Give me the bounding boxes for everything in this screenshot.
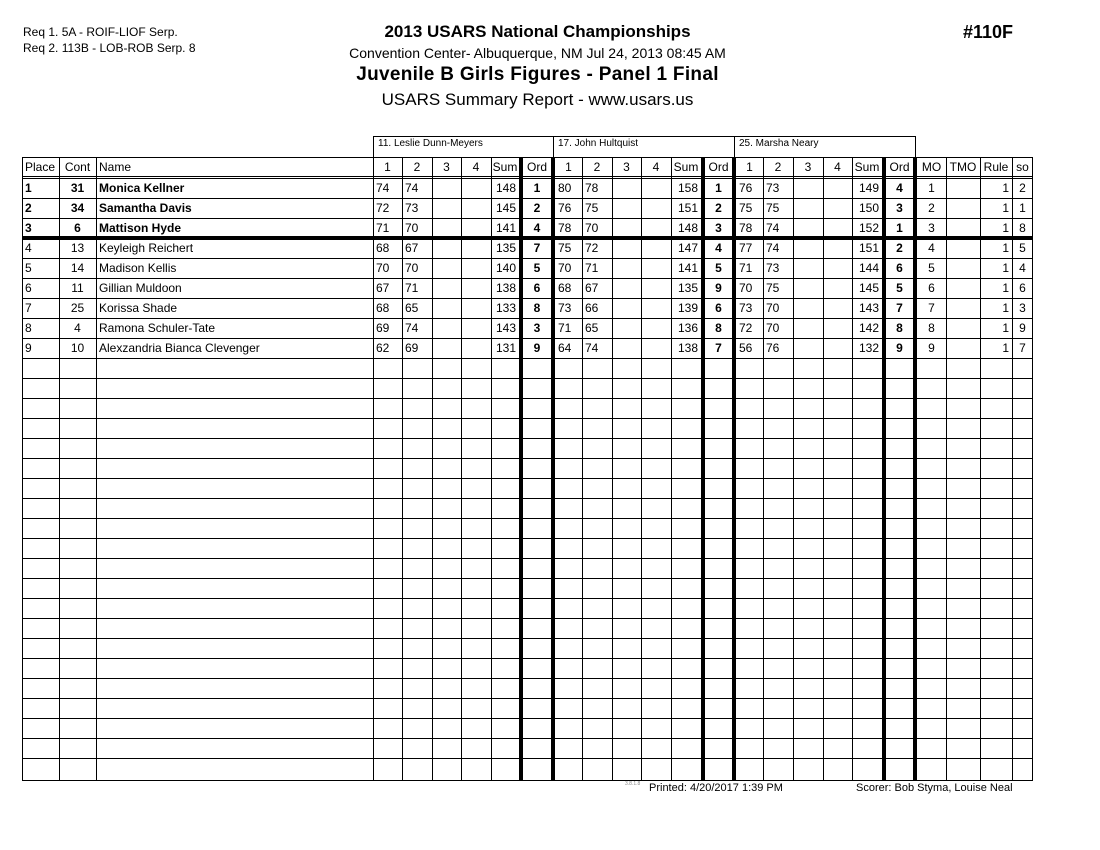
mo-cell: 1 [928, 181, 935, 195]
score-sum: 144 [858, 261, 879, 275]
column-divider [461, 157, 462, 781]
scorer-names: Scorer: Bob Styma, Louise Neal [856, 782, 1013, 794]
column-divider [641, 157, 642, 781]
col-header-cont: Cont [64, 160, 91, 174]
column-divider [823, 157, 824, 781]
row-divider [22, 438, 1033, 439]
row-divider [22, 558, 1033, 559]
skater-name: Keyleigh Reichert [99, 241, 194, 255]
place-cell: 1 [25, 181, 32, 195]
col-header-j1-s1: 1 [384, 160, 391, 174]
score-2: 71 [585, 261, 599, 275]
score-sum: 135 [677, 281, 698, 295]
col-header-j1-s4: 4 [472, 160, 480, 174]
requirement-2: Req 2. 113B - LOB-ROB Serp. 8 [23, 41, 196, 55]
score-1: 74 [376, 181, 390, 195]
rule-cell: 1 [1002, 201, 1009, 215]
score-1: 71 [739, 261, 753, 275]
rule-cell: 1 [1002, 221, 1009, 235]
ordinal: 7 [533, 241, 541, 255]
score-sum: 143 [495, 321, 516, 335]
score-2: 78 [585, 181, 599, 195]
score-2: 70 [405, 221, 419, 235]
row-divider [22, 498, 1033, 499]
ordinal: 3 [896, 201, 903, 215]
score-2: 70 [766, 321, 780, 335]
score-2: 65 [405, 301, 419, 315]
column-divider [432, 157, 433, 781]
report-subtitle: USARS Summary Report - www.usars.us [381, 90, 694, 109]
page-title: 2013 USARS National Championships [384, 22, 691, 41]
row-divider [22, 518, 1033, 519]
score-2: 73 [766, 261, 780, 275]
skater-name: Alexzandria Bianca Clevenger [99, 341, 260, 355]
ordinal: 9 [715, 281, 722, 295]
score-sum: 132 [858, 341, 879, 355]
score-sum: 141 [495, 221, 516, 235]
score-2: 75 [585, 201, 599, 215]
score-sum: 152 [858, 221, 879, 235]
score-sum: 151 [858, 241, 879, 255]
col-header-j1-ord: Ord [526, 160, 547, 174]
col-header-j2-s1: 1 [565, 160, 572, 174]
mo-cell: 2 [928, 201, 935, 215]
rule-cell: 1 [1002, 301, 1009, 315]
place-cell: 3 [25, 221, 32, 235]
score-sum: 149 [858, 181, 879, 195]
score-2: 70 [405, 261, 419, 275]
score-2: 69 [405, 341, 419, 355]
cont-cell: 34 [70, 201, 85, 215]
tmo-cell [946, 338, 980, 358]
score-2: 74 [405, 181, 419, 195]
ordinal: 5 [715, 261, 722, 275]
ordinal: 9 [896, 341, 903, 355]
mo-cell: 8 [928, 321, 935, 335]
score-2: 67 [585, 281, 599, 295]
score-1: 70 [739, 281, 753, 295]
so-cell: 3 [1019, 301, 1026, 315]
rule-cell: 1 [1002, 341, 1009, 355]
skater-name: Gillian Muldoon [99, 281, 182, 295]
row-divider [22, 398, 1033, 399]
cont-cell: 11 [71, 281, 84, 295]
place-cell: 9 [25, 341, 32, 355]
row-divider [22, 738, 1033, 739]
so-cell: 8 [1019, 221, 1026, 235]
cont-cell: 10 [70, 341, 85, 355]
score-sum: 138 [495, 281, 516, 295]
col-header-j2-sum: Sum [673, 160, 699, 174]
score-1: 67 [376, 281, 390, 295]
score-2: 67 [405, 241, 419, 255]
score-1: 70 [558, 261, 572, 275]
score-1: 68 [558, 281, 572, 295]
col-header-j2-s3: 3 [623, 160, 630, 174]
score-1: 62 [376, 341, 390, 355]
col-header-name: Name [99, 160, 132, 174]
column-divider [793, 157, 794, 781]
score-2: 73 [766, 181, 780, 195]
cont-cell: 25 [70, 301, 85, 315]
ordinal: 4 [715, 241, 722, 255]
row-divider [22, 658, 1033, 659]
ordinal: 3 [533, 321, 541, 335]
printed-timestamp: Printed: 4/20/2017 1:39 PM [649, 782, 783, 794]
score-1: 73 [558, 301, 572, 315]
score-2: 74 [585, 341, 599, 355]
col-header-mo: MO [921, 160, 942, 174]
score-2: 70 [585, 221, 599, 235]
rule-cell: 1 [1002, 261, 1009, 275]
score-1: 78 [558, 221, 572, 235]
tmo-cell [946, 238, 980, 258]
requirement-1: Req 1. 5A - ROIF-LIOF Serp. [23, 25, 178, 39]
ordinal: 1 [533, 181, 541, 195]
score-2: 75 [766, 201, 780, 215]
score-1: 69 [376, 321, 390, 335]
score-2: 74 [766, 241, 780, 255]
so-cell: 1 [1019, 201, 1026, 215]
row-divider [22, 698, 1033, 699]
score-2: 66 [585, 301, 599, 315]
score-sum: 139 [677, 301, 698, 315]
col-header-j2-ord: Ord [708, 160, 729, 174]
tmo-cell [946, 198, 980, 218]
score-2: 71 [405, 281, 419, 295]
ordinal: 7 [715, 341, 722, 355]
col-header-j3-s1: 1 [746, 160, 753, 174]
score-2: 65 [585, 321, 599, 335]
mo-cell: 5 [928, 261, 935, 275]
col-header-j3-s3: 3 [804, 160, 812, 174]
score-1: 72 [376, 201, 390, 215]
score-sum: 148 [677, 221, 698, 235]
place-cell: 5 [25, 261, 32, 275]
ordinal: 4 [533, 221, 541, 235]
row-divider [22, 578, 1033, 579]
score-1: 80 [558, 181, 572, 195]
score-sum: 133 [495, 301, 516, 315]
col-header-j1-s3: 3 [443, 160, 450, 174]
ordinal: 9 [533, 341, 541, 355]
col-header-j2-s4: 4 [652, 160, 660, 174]
score-1: 76 [558, 201, 572, 215]
score-2: 75 [766, 281, 780, 295]
score-1: 72 [739, 321, 753, 335]
ordinal: 6 [896, 261, 903, 275]
ordinal: 5 [533, 261, 541, 275]
score-1: 75 [739, 201, 753, 215]
score-1: 71 [558, 321, 572, 335]
so-cell: 2 [1019, 181, 1026, 195]
score-2: 74 [405, 321, 419, 335]
score-1: 68 [376, 301, 390, 315]
mo-cell: 9 [928, 341, 935, 355]
score-sum: 135 [495, 241, 516, 255]
score-sum: 140 [495, 261, 516, 275]
score-1: 56 [739, 341, 753, 355]
row-divider [22, 458, 1033, 459]
col-header-tmo: TMO [949, 160, 977, 174]
score-1: 76 [739, 181, 753, 195]
row-divider [22, 678, 1033, 679]
score-1: 64 [558, 341, 572, 355]
score-sum: 142 [858, 321, 879, 335]
score-sum: 136 [677, 321, 698, 335]
row-divider [22, 538, 1033, 539]
cont-cell: 6 [74, 221, 81, 235]
col-header-j3-ord: Ord [889, 160, 910, 174]
row-divider [22, 718, 1033, 719]
row-divider [22, 418, 1033, 419]
rule-cell: 1 [1002, 321, 1009, 335]
row-divider [22, 378, 1033, 379]
score-1: 71 [376, 221, 390, 235]
ordinal: 8 [533, 301, 541, 315]
score-2: 70 [766, 301, 780, 315]
mo-cell: 7 [928, 301, 935, 315]
venue-datetime: Convention Center- Albuquerque, NM Jul 24, 2013 08:45 AM [349, 45, 726, 61]
score-1: 70 [376, 261, 390, 275]
col-header-rule: Rule [983, 160, 1009, 174]
score-sum: 147 [677, 241, 698, 255]
skater-name: Samantha Davis [99, 201, 192, 215]
cont-cell: 4 [74, 321, 81, 335]
score-sum: 145 [495, 201, 516, 215]
col-header-j1-sum: Sum [492, 160, 518, 174]
judge-header-1: 11. Leslie Dunn-Meyers [373, 136, 554, 157]
col-header-j3-s4: 4 [834, 160, 841, 174]
ordinal: 1 [715, 181, 722, 195]
event-number: #110F [963, 22, 1014, 42]
score-1: 73 [739, 301, 753, 315]
ordinal: 6 [533, 281, 541, 295]
score-sum: 131 [495, 341, 516, 355]
ordinal: 3 [715, 221, 722, 235]
ordinal: 2 [896, 241, 903, 255]
ordinal: 1 [896, 221, 903, 235]
score-sum: 143 [858, 301, 879, 315]
place-cell: 6 [25, 281, 32, 295]
score-2: 76 [766, 341, 780, 355]
ordinal: 5 [896, 281, 903, 295]
so-cell: 7 [1019, 341, 1026, 355]
ordinal: 2 [533, 201, 541, 215]
ordinal: 8 [896, 321, 903, 335]
score-sum: 148 [495, 181, 516, 195]
tmo-cell [946, 318, 980, 338]
tmo-cell [946, 178, 980, 198]
place-cell: 8 [25, 321, 32, 335]
place-cell: 2 [25, 201, 32, 215]
col-header-place: Place [25, 160, 56, 174]
cont-cell: 31 [70, 181, 85, 195]
ordinal: 4 [896, 181, 903, 195]
skater-name: Madison Kellis [99, 261, 177, 275]
skater-name: Monica Kellner [99, 181, 185, 195]
mo-cell: 3 [928, 221, 935, 235]
so-cell: 6 [1019, 281, 1026, 295]
score-2: 73 [405, 201, 419, 215]
mo-cell: 4 [928, 241, 935, 255]
tmo-cell [946, 278, 980, 298]
so-cell: 4 [1019, 261, 1026, 275]
so-cell: 5 [1019, 241, 1026, 255]
place-cell: 4 [25, 241, 32, 255]
judge-header-3: 25. Marsha Neary [734, 136, 916, 157]
score-1: 68 [376, 241, 390, 255]
row-divider [22, 358, 1033, 359]
score-1: 75 [558, 241, 572, 255]
skater-name: Korissa Shade [99, 301, 178, 315]
tmo-cell [946, 298, 980, 318]
mo-cell: 6 [928, 281, 935, 295]
score-sum: 141 [677, 261, 698, 275]
cont-cell: 13 [70, 241, 85, 255]
ordinal: 6 [715, 301, 722, 315]
cont-cell: 14 [70, 261, 85, 275]
row-divider [22, 758, 1033, 759]
skater-name: Mattison Hyde [99, 221, 182, 235]
score-sum: 145 [858, 281, 879, 295]
col-header-so: so [1016, 160, 1029, 174]
skater-name: Ramona Schuler-Tate [99, 321, 216, 335]
so-cell: 9 [1019, 321, 1026, 335]
ordinal: 2 [715, 201, 722, 215]
score-1: 77 [739, 241, 753, 255]
score-sum: 151 [677, 201, 698, 215]
score-sum: 150 [858, 201, 879, 215]
row-divider [22, 618, 1033, 619]
row-divider [22, 478, 1033, 479]
rule-cell: 1 [1002, 281, 1009, 295]
ordinal: 7 [896, 301, 903, 315]
tmo-cell [946, 258, 980, 278]
judge-header-2: 17. John Hultquist [553, 136, 735, 157]
col-header-j3-s2: 2 [774, 160, 782, 174]
software-version: 3.8.1.8 [625, 781, 641, 787]
row-divider [22, 638, 1033, 639]
score-sum: 158 [677, 181, 698, 195]
ordinal: 8 [715, 321, 722, 335]
score-1: 78 [739, 221, 753, 235]
col-header-j3-sum: Sum [854, 160, 880, 174]
score-2: 72 [585, 241, 599, 255]
col-header-j2-s2: 2 [593, 160, 601, 174]
row-divider [22, 598, 1033, 599]
rule-cell: 1 [1002, 181, 1009, 195]
event-name: Juvenile B Girls Figures - Panel 1 Final [356, 64, 719, 85]
rule-cell: 1 [1002, 241, 1009, 255]
column-divider [612, 157, 613, 781]
place-cell: 7 [25, 301, 32, 315]
tmo-cell [946, 218, 980, 238]
score-2: 74 [766, 221, 780, 235]
score-sum: 138 [677, 341, 698, 355]
col-header-j1-s2: 2 [413, 160, 421, 174]
